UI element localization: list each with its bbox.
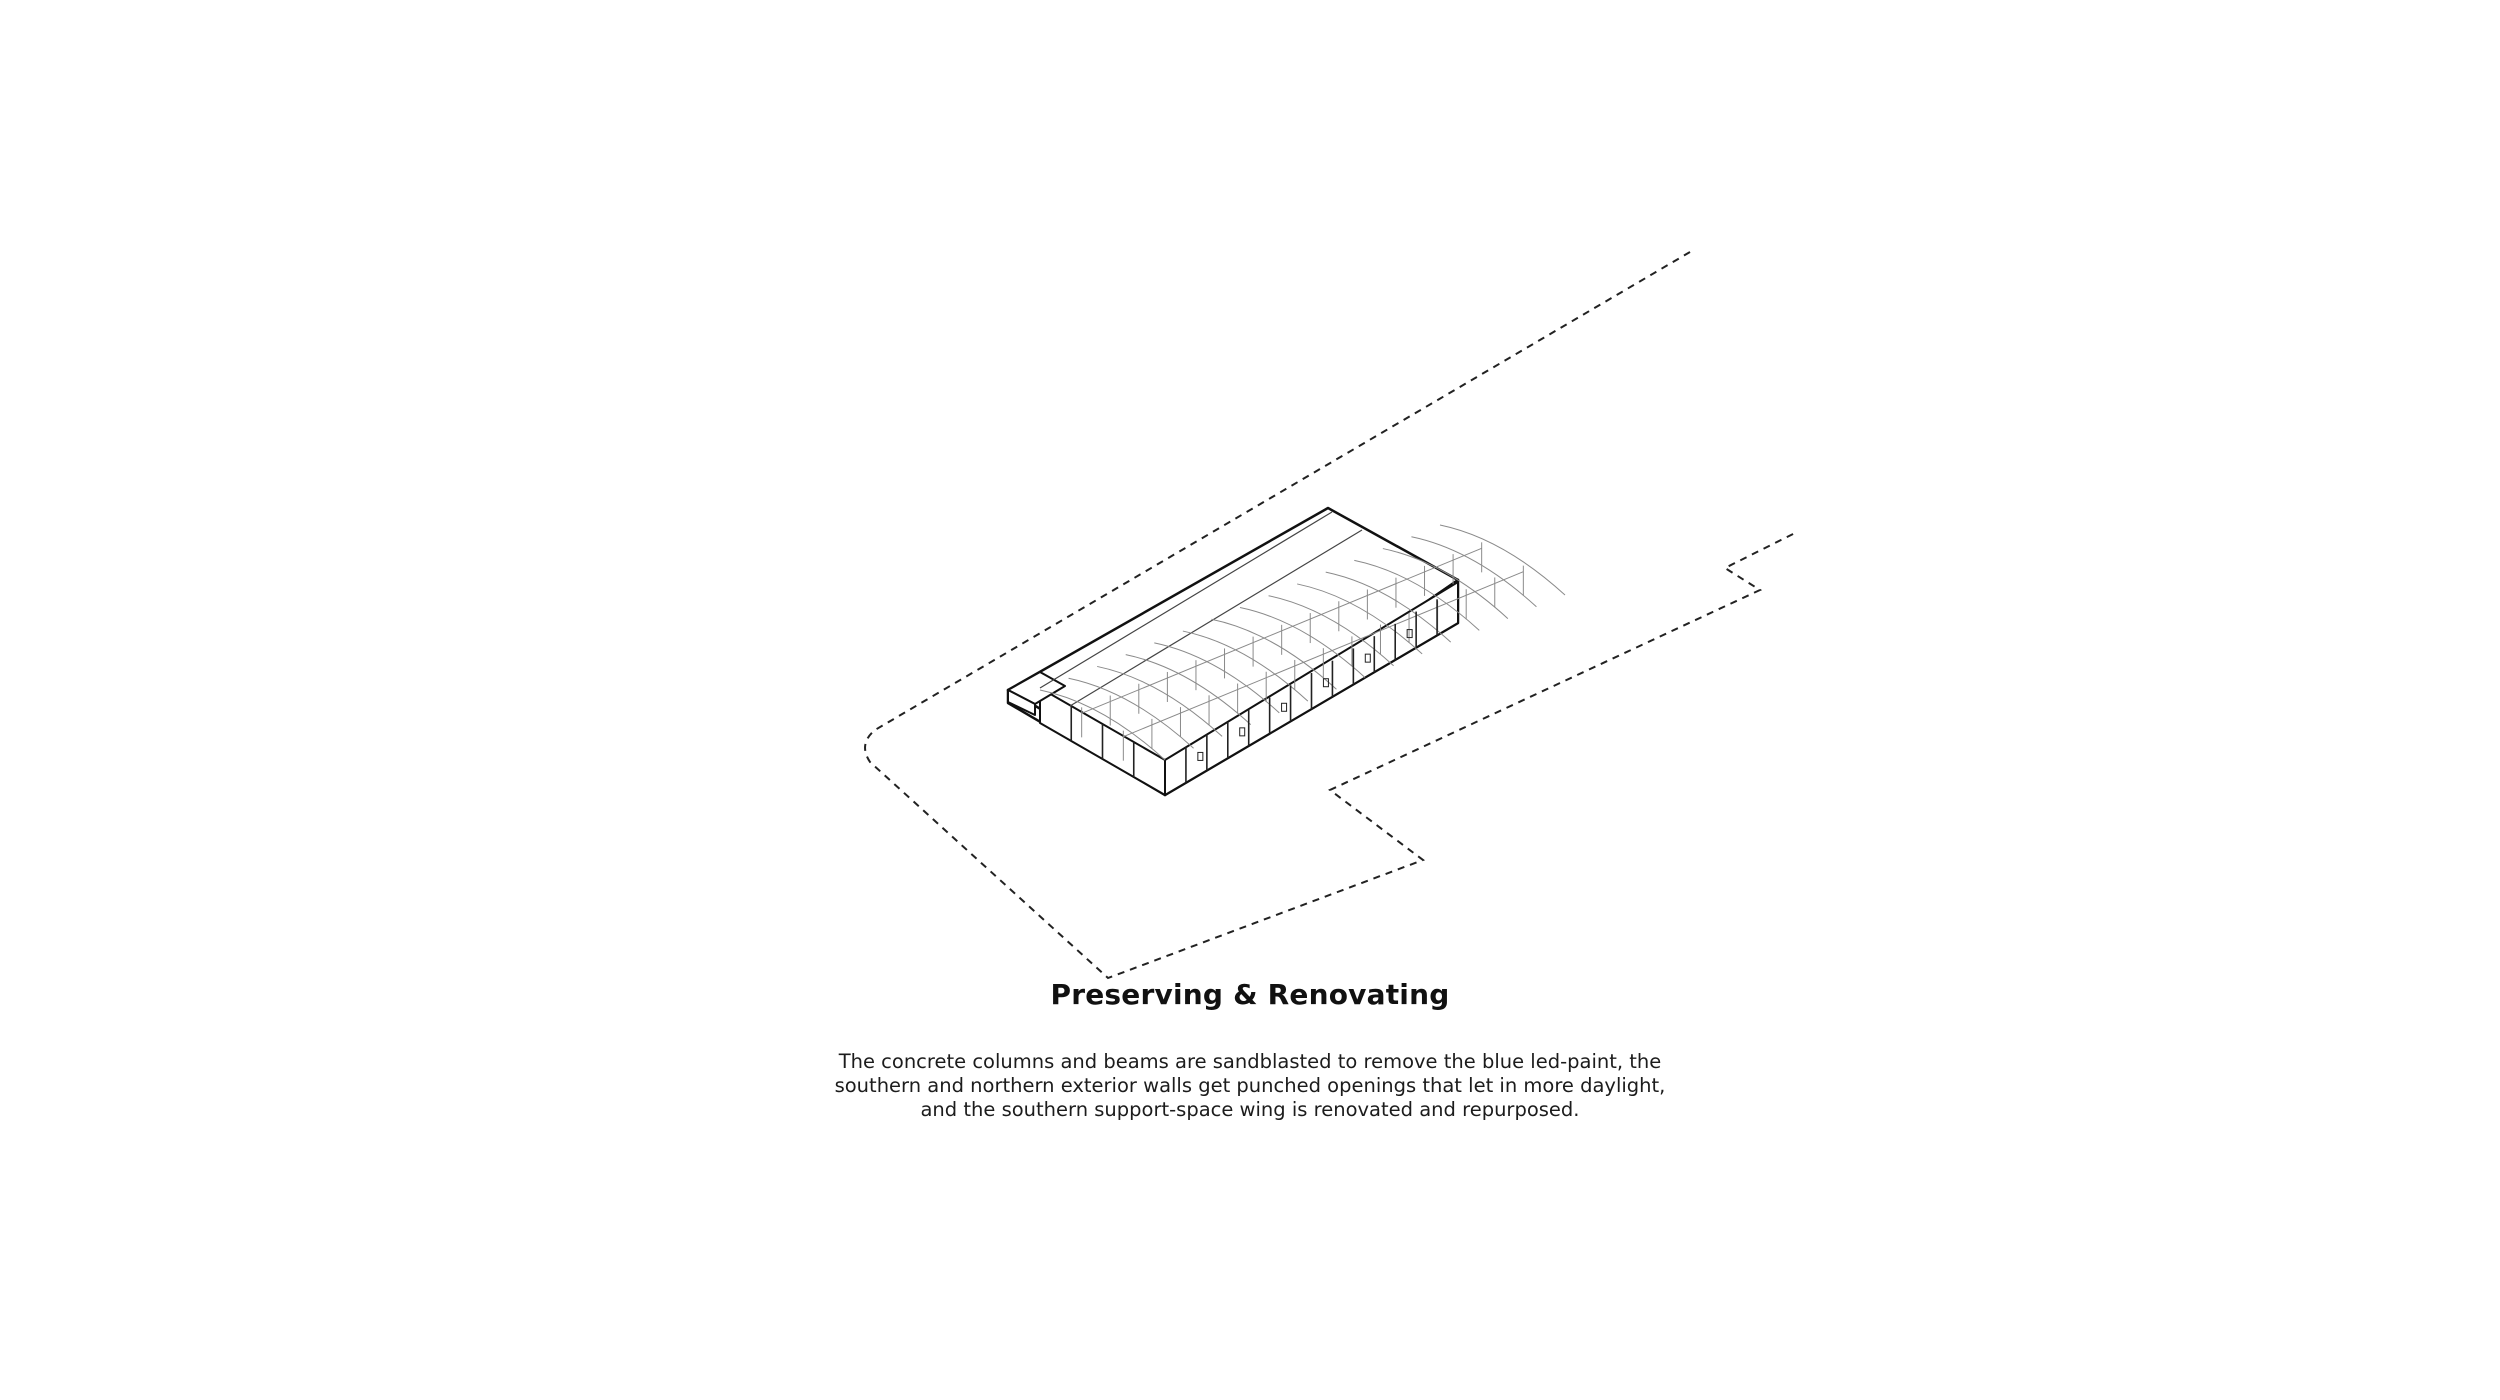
diagram-title: Preserving & Renovating <box>1050 978 1450 1011</box>
description-line: and the southern support-space wing is renovated and repurposed. <box>920 1098 1580 1121</box>
description-line: The concrete columns and beams are sandblasted to remove the blue led-paint, the <box>838 1050 1662 1073</box>
description-line: southern and northern exterior walls get punched openings that let in more daylight, <box>834 1074 1666 1097</box>
diagram-description <box>700 1050 1800 1122</box>
warehouse-building <box>1008 508 1565 795</box>
